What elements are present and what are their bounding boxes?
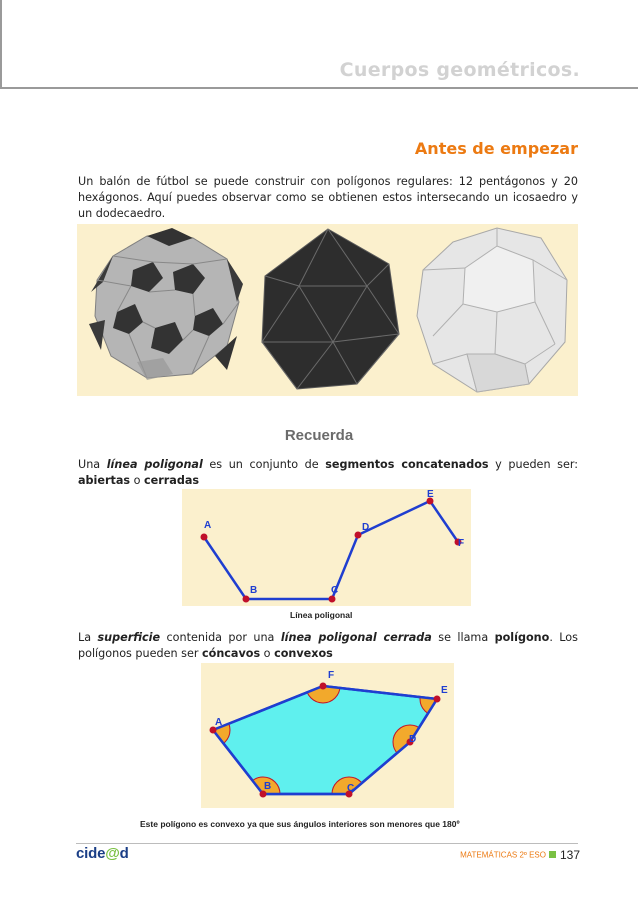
label-c: C [331,585,339,596]
polygonal-line-panel [182,489,471,606]
icosahedron-solid [262,229,399,389]
label-b: B [250,585,258,596]
polygon-paragraph [78,630,578,662]
convex-polygon-caption: Este polígono es convexo ya que sus ángulos interiores son menores que 180º [140,819,460,829]
term-superficie: superficie [97,631,161,644]
logo-text-b: @ [105,845,120,862]
label-d: D [362,522,370,533]
term-cerradas: cerradas [144,474,200,487]
chapter-title: Cuerpos geométricos. [339,59,580,81]
polygon-vertex-e [434,696,441,703]
polygon-label-c: C [347,783,355,794]
logo-text-a: cide [76,845,106,862]
solids-illustration [77,224,578,396]
p1-text-c: es un conjunto de [202,458,326,471]
p2-text-i: o [260,647,275,660]
cidead-logo [76,845,129,862]
polygonal-line-caption: Línea poligonal [290,610,353,620]
polygon-label-d: D [409,734,417,745]
footer-page-info [460,846,580,864]
page-number: 137 [559,847,580,862]
logo-text-c: d [119,845,129,862]
footer-rule [76,843,578,844]
polygon-label-f: F [328,670,335,681]
recuerda-heading: Recuerda [284,427,354,444]
convex-polygon-panel [201,663,454,808]
label-a: A [204,520,212,531]
p1-text-g: o [130,474,145,487]
term-poligono: polígono [494,631,550,644]
solids-image-panel [77,224,578,396]
dodecahedron-solid [417,228,567,392]
polygon-label-a: A [215,717,223,728]
vertex-c [329,596,336,603]
term-concavos: cóncavos [202,647,261,660]
vertex-a [201,534,208,541]
p1-text-e: y pueden ser: [488,458,578,471]
intro-paragraph: Un balón de fútbol se puede construir con polígonos regulares: 12 pentágonos y 20 hexágonos. Aquí puedes observar como se obtienen estos intersecando un icosaedro y un dodecaedro. [78,175,578,220]
header-frame-vertical [0,0,2,88]
polygonal-line-diagram [182,489,471,606]
footer-subject: MATEMÁTICAS 2º ESO [460,850,546,860]
vertex-d [355,532,362,539]
term-linea-poligonal-cerrada: línea poligonal cerrada [280,631,432,644]
p2-text-a: La [78,631,98,644]
term-convexos: convexos [274,647,333,660]
header-frame-rule [0,87,638,89]
p2-text-g: . Los polígonos pueden ser [78,631,578,660]
section-title: Antes de empezar [414,139,578,158]
label-f: F [458,538,465,549]
footer-square-icon [549,851,556,858]
vertex-b [243,596,250,603]
term-segmentos-concatenados: segmentos concatenados [325,458,489,471]
convex-polygon-diagram [201,663,454,808]
polygonal-line-paragraph [78,457,578,489]
p2-text-e: se llama [431,631,495,644]
label-e: E [427,489,434,500]
term-linea-poligonal: línea poligonal [106,458,203,471]
polygon-label-b: B [264,781,272,792]
term-abiertas: abiertas [78,474,131,487]
soccer-ball-solid [89,228,243,380]
polygon-vertex-f [320,683,327,690]
p2-text-c: contenida por una [160,631,281,644]
p1-text-a: Una [78,458,107,471]
polygon-label-e: E [441,685,448,696]
